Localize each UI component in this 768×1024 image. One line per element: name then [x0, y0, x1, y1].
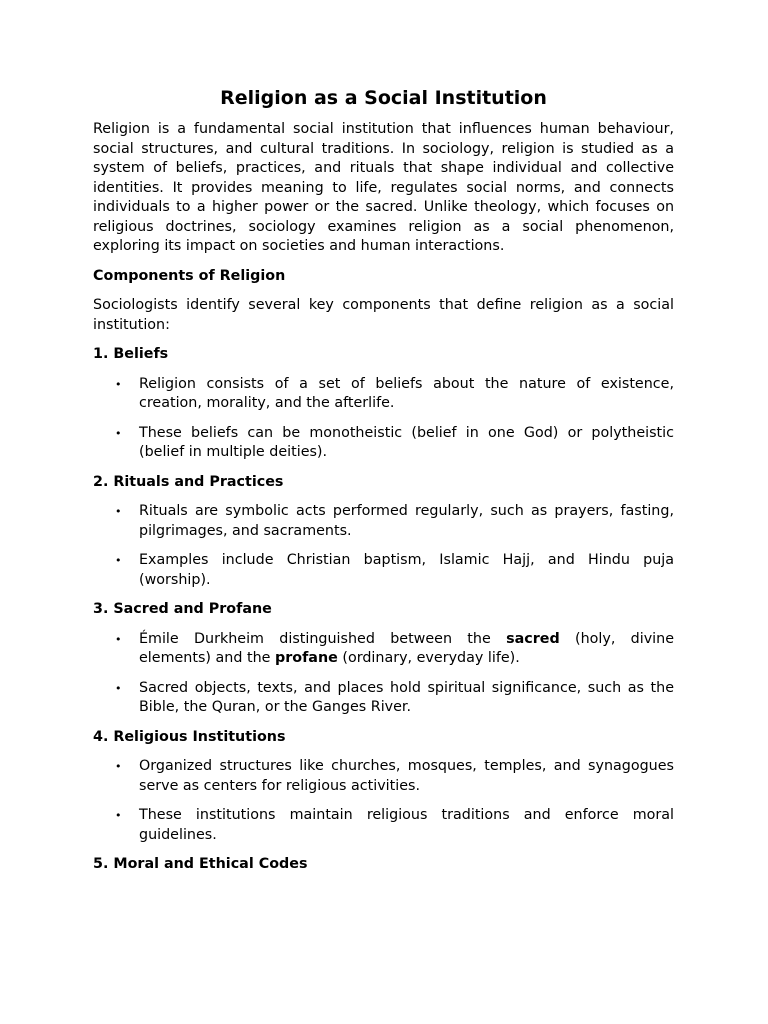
- list-item: [93, 806, 674, 845]
- list-item: [93, 551, 674, 590]
- profane-term: profane: [274, 650, 338, 666]
- list-item-text: Sacred objects, texts, and places hold spiritual significance, such as the Bible, the Quran, or the Ganges River.: [139, 679, 674, 715]
- text-run: (ordinary, everyday life).: [337, 650, 520, 666]
- components-heading: Components of Religion: [93, 267, 286, 284]
- list-item: [93, 375, 674, 414]
- section-heading-religious-institutions: 4. Religious Institutions: [93, 728, 286, 745]
- bullet-icon: •: [115, 377, 122, 391]
- list-item: [93, 502, 674, 541]
- bullet-icon: •: [115, 760, 122, 773]
- page-title: Religion as a Social Institution: [220, 87, 547, 109]
- list-item-text: Organized structures like churches, mosques, temples, and synagogues serve as centers for religious activities.: [139, 758, 674, 794]
- religious-institutions-list: [93, 757, 674, 845]
- bullet-icon: •: [115, 809, 122, 822]
- list-item-text: These institutions maintain religious traditions and enforce moral guidelines.: [139, 807, 674, 843]
- list-item-text: Examples include Christian baptism, Islamic Hajj, and Hindu puja (worship).: [139, 552, 674, 588]
- bullet-icon: •: [115, 426, 122, 440]
- section-heading-beliefs: 1. Beliefs: [93, 346, 169, 362]
- list-item: [93, 424, 674, 463]
- list-item: [93, 630, 674, 669]
- bullet-icon: •: [115, 505, 122, 518]
- section-heading-moral-ethical: 5. Moral and Ethical Codes: [93, 856, 308, 872]
- rituals-list: [93, 502, 674, 590]
- list-item-text: Rituals are symbolic acts performed regularly, such as prayers, fasting, pilgrimages, and sacraments.: [139, 503, 674, 539]
- list-item-text: Religion consists of a set of beliefs about the nature of existence, creation, morality, and the afterlife.: [139, 375, 674, 411]
- section-heading-sacred-profane: 3. Sacred and Profane: [93, 601, 272, 617]
- list-item: [93, 757, 674, 796]
- list-item-text: [139, 631, 674, 667]
- list-item-text: These beliefs can be monotheistic (belief in one God) or polytheistic (belief in multiple deities).: [139, 424, 674, 460]
- section-heading-rituals: 2. Rituals and Practices: [93, 473, 284, 490]
- list-item: [93, 679, 674, 718]
- document-content: [93, 86, 674, 885]
- sacred-term: sacred: [506, 630, 560, 647]
- intro-paragraph: Religion is a fundamental social institution that influences human behaviour, social structures, and cultural traditions. In sociology, religion is studied as a system of beliefs, practices, and rituals that shape individual and collective identities. It provides meaning to life, regulates social norms, and connects individuals to a higher power or the sacred. Unlike theology, which focuses on religious doctrines, sociology examines religion as a social phenomenon, exploring its impact on societies and human interactions.: [93, 121, 674, 254]
- text-run: Émile Durkheim distinguished between the: [139, 630, 507, 647]
- bullet-icon: •: [115, 554, 122, 567]
- bullet-icon: •: [115, 632, 122, 646]
- sacred-profane-list: [93, 630, 674, 718]
- components-lead-paragraph: Sociologists identify several key components that define religion as a social institution:: [93, 297, 674, 333]
- beliefs-list: [93, 375, 674, 463]
- bullet-icon: •: [115, 681, 122, 695]
- text-run: (holy, divine elements) and the: [139, 630, 674, 666]
